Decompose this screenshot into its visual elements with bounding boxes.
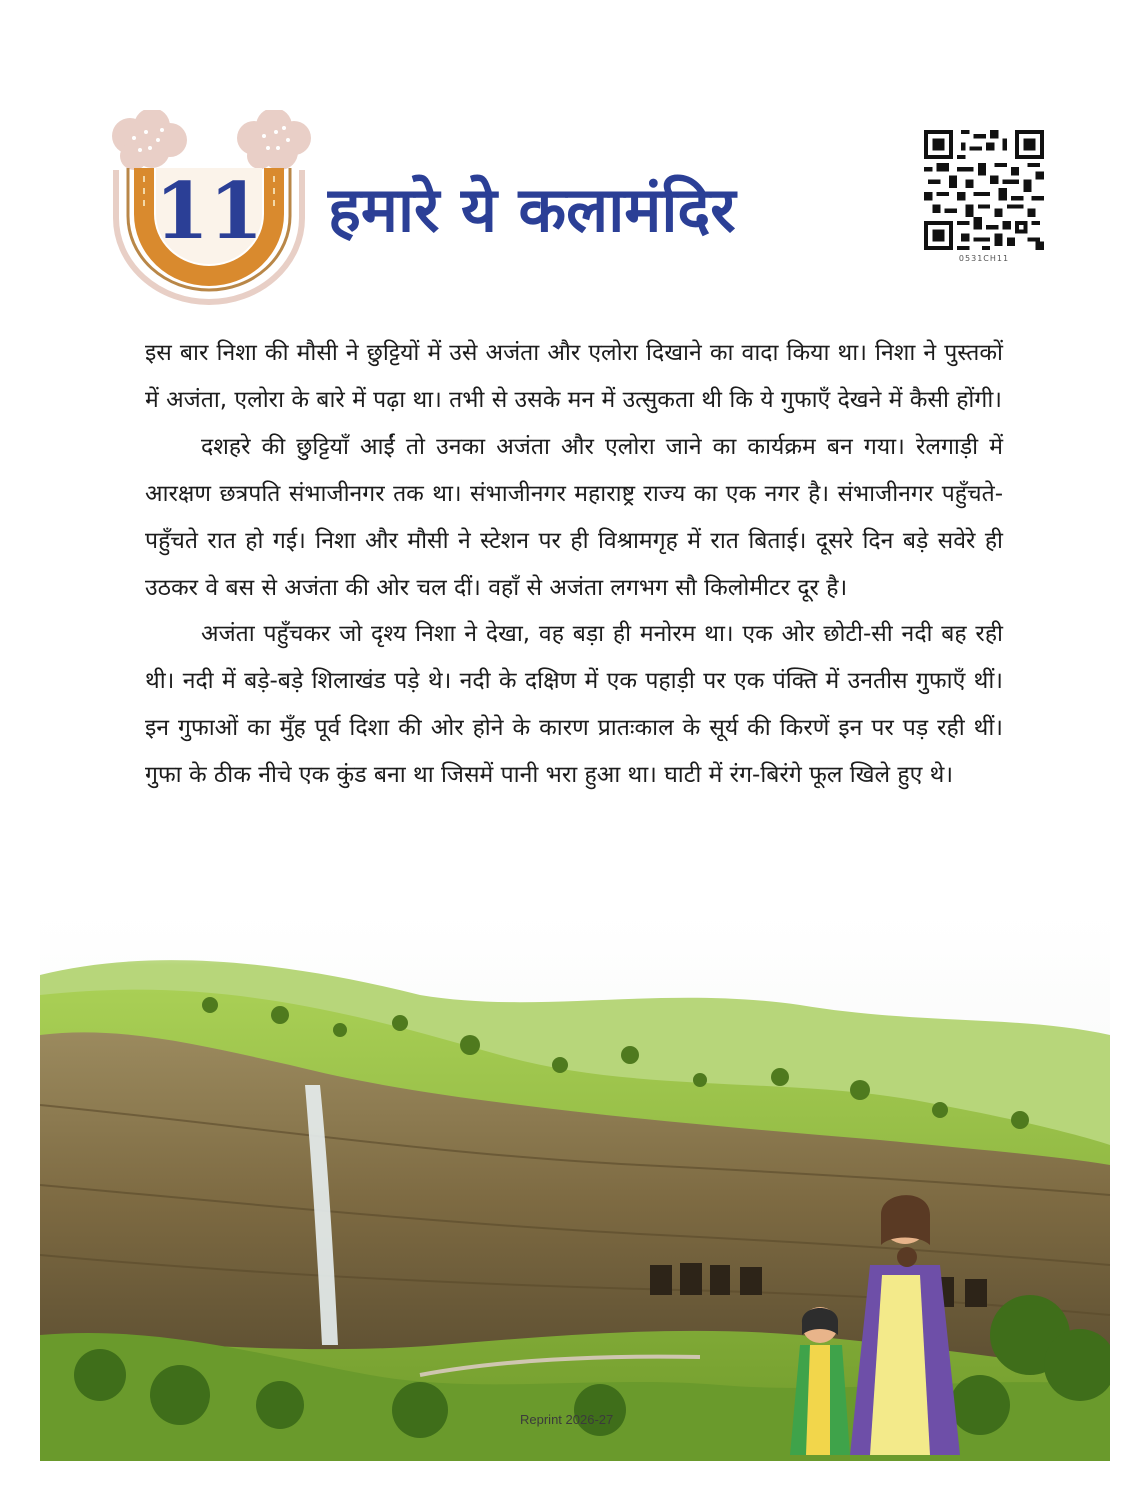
story-paragraph-2: दशहरे की छुट्टियाँ आईं तो उनका अजंता और एलोरा जाने का कार्यक्रम बन गया। रेलगाड़ी में आरक्षण छत्रपति संभाजीनगर तक था। संभाजीनगर महाराष्ट्र राज्य का एक नगर है। संभाजीनगर पहुँचते-पहुँचते रात हो गई। निशा और मौसी ने स्टेशन पर ही विश्रामगृह में रात बिताई। दूसरे दिन बड़े सवेरे ही उठकर वे बस से अजंता की ओर चल दीं। वहाँ से अजंता लगभग सौ किलोमीटर दूर है। bbox=[145, 433, 1003, 601]
story-paragraph-3: अजंता पहुँचकर जो दृश्य निशा ने देखा, वह बड़ा ही मनोरम था। एक ओर छोटी-सी नदी बह रही थी। नदी में बड़े-बड़े शिलाखंड पड़े थे। नदी के दक्षिण में एक पहाड़ी पर एक पंक्ति में उनतीस गुफाएँ थीं। इन गुफाओं का मुँह पूर्व दिशा की ओर होने के कारण प्रातःकाल के सूर्य की किरणें इन पर पड़ रही थीं। गुफा के ठीक नीचे एक कुंड बना था जिसमें पानी भरा हुआ था। घाटी में रंग-बिरंगे फूल खिले हुए थे। bbox=[145, 621, 1003, 789]
chapter-title: हमारे ये कलामंदिर bbox=[328, 173, 736, 246]
story-paragraph-1: इस बार निशा की मौसी ने छुट्टियों में उसे अजंता और एलोरा दिखाने का वादा किया था। निशा ने पुस्तकों में अजंता, एलोरा के बारे में पढ़ा था। तभी से उसके मन में उत्सुकता थी कि ये गुफाएँ देखने में कैसी होंगी। bbox=[145, 340, 1003, 413]
chapter-number: 11 bbox=[154, 166, 264, 257]
qr-code-label: 0531CH11 bbox=[958, 254, 1010, 263]
flower-decoration-right bbox=[237, 110, 311, 170]
flower-decoration-left bbox=[112, 110, 187, 170]
story-text bbox=[145, 330, 1003, 799]
qr-code-icon[interactable] bbox=[924, 130, 1044, 250]
reprint-note: Reprint 2026-27 bbox=[520, 1412, 614, 1427]
ajanta-caves-illustration bbox=[40, 905, 1110, 1461]
chapter-number-emblem bbox=[104, 110, 314, 306]
